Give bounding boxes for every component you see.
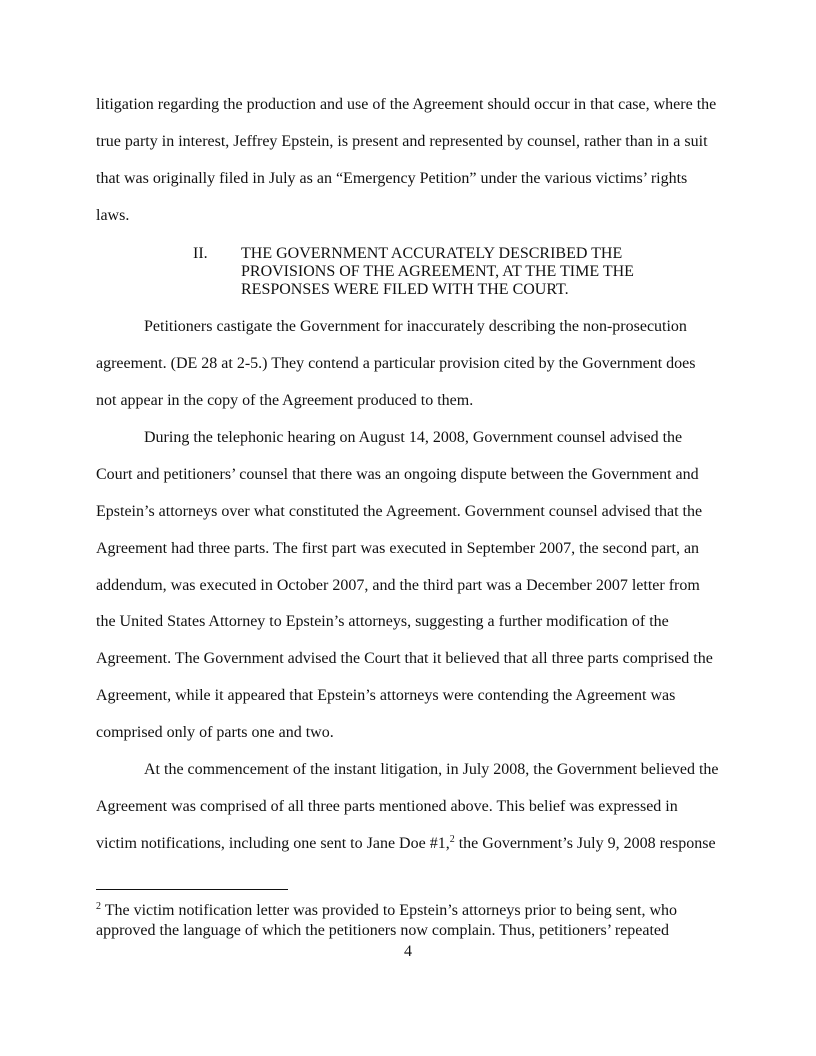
text-segment: the Government’s July 9, 2008 response: [454, 835, 716, 852]
paragraph-first-line: Petitioners castigate the Government for inaccurately describing the non-prosecution: [144, 318, 687, 335]
paragraph-first-line: At the commencement of the instant litigation, in July 2008, the Government believed the: [144, 761, 719, 778]
section-heading-line: PROVISIONS OF THE AGREEMENT, AT THE TIME THE: [241, 263, 634, 280]
text-line: Court and petitioners’ counsel that there was an ongoing dispute between the Government and: [96, 466, 699, 483]
text-line: Agreement. The Government advised the Court that it believed that all three parts comprised the: [96, 650, 713, 667]
footnote-marker: 2: [96, 901, 101, 912]
text-line: Agreement, while it appeared that Epstein’s attorneys were contending the Agreement was: [96, 687, 676, 704]
text-line: agreement. (DE 28 at 2-5.) They contend a particular provision cited by the Government does: [96, 355, 696, 372]
footnote-divider: [96, 889, 288, 890]
text-line: the United States Attorney to Epstein’s attorneys, suggesting a further modification of the: [96, 613, 669, 630]
section-heading-line: THE GOVERNMENT ACCURATELY DESCRIBED THE: [241, 245, 623, 262]
footnote-line: [96, 901, 677, 921]
page-number: 4: [404, 943, 412, 960]
text-line: Agreement had three parts. The first part was executed in September 2007, the second part, an: [96, 540, 700, 557]
text-line: that was originally filed in July as an “Emergency Petition” under the various victims’ rights: [96, 170, 688, 187]
footnote-text: The victim notification letter was provided to Epstein’s attorneys prior to being sent, who: [101, 902, 678, 919]
paragraph-first-line: During the telephonic hearing on August 14, 2008, Government counsel advised the: [144, 429, 683, 446]
text-line: addendum, was executed in October 2007, and the third part was a December 2007 letter from: [96, 577, 700, 594]
text-line: true party in interest, Jeffrey Epstein, is present and represented by counsel, rather than in a suit: [96, 133, 708, 150]
section-number: II.: [193, 245, 208, 262]
text-line: not appear in the copy of the Agreement produced to them.: [96, 392, 474, 409]
text-line: Agreement was comprised of all three parts mentioned above. This belief was expressed in: [96, 798, 678, 815]
section-heading-line: RESPONSES WERE FILED WITH THE COURT.: [241, 281, 569, 298]
text-line: laws.: [96, 207, 130, 224]
text-line: [96, 834, 716, 854]
text-line: comprised only of parts one and two.: [96, 724, 334, 741]
footnote-reference[interactable]: 2: [449, 834, 455, 845]
footnote-line: approved the language of which the petitioners now complain. Thus, petitioners’ repeated: [96, 922, 670, 939]
text-line: litigation regarding the production and use of the Agreement should occur in that case, where the: [96, 96, 717, 113]
text-segment: victim notifications, including one sent to Jane Doe #1,: [96, 835, 450, 852]
text-line: Epstein’s attorneys over what constituted the Agreement. Government counsel advised that the: [96, 503, 703, 520]
